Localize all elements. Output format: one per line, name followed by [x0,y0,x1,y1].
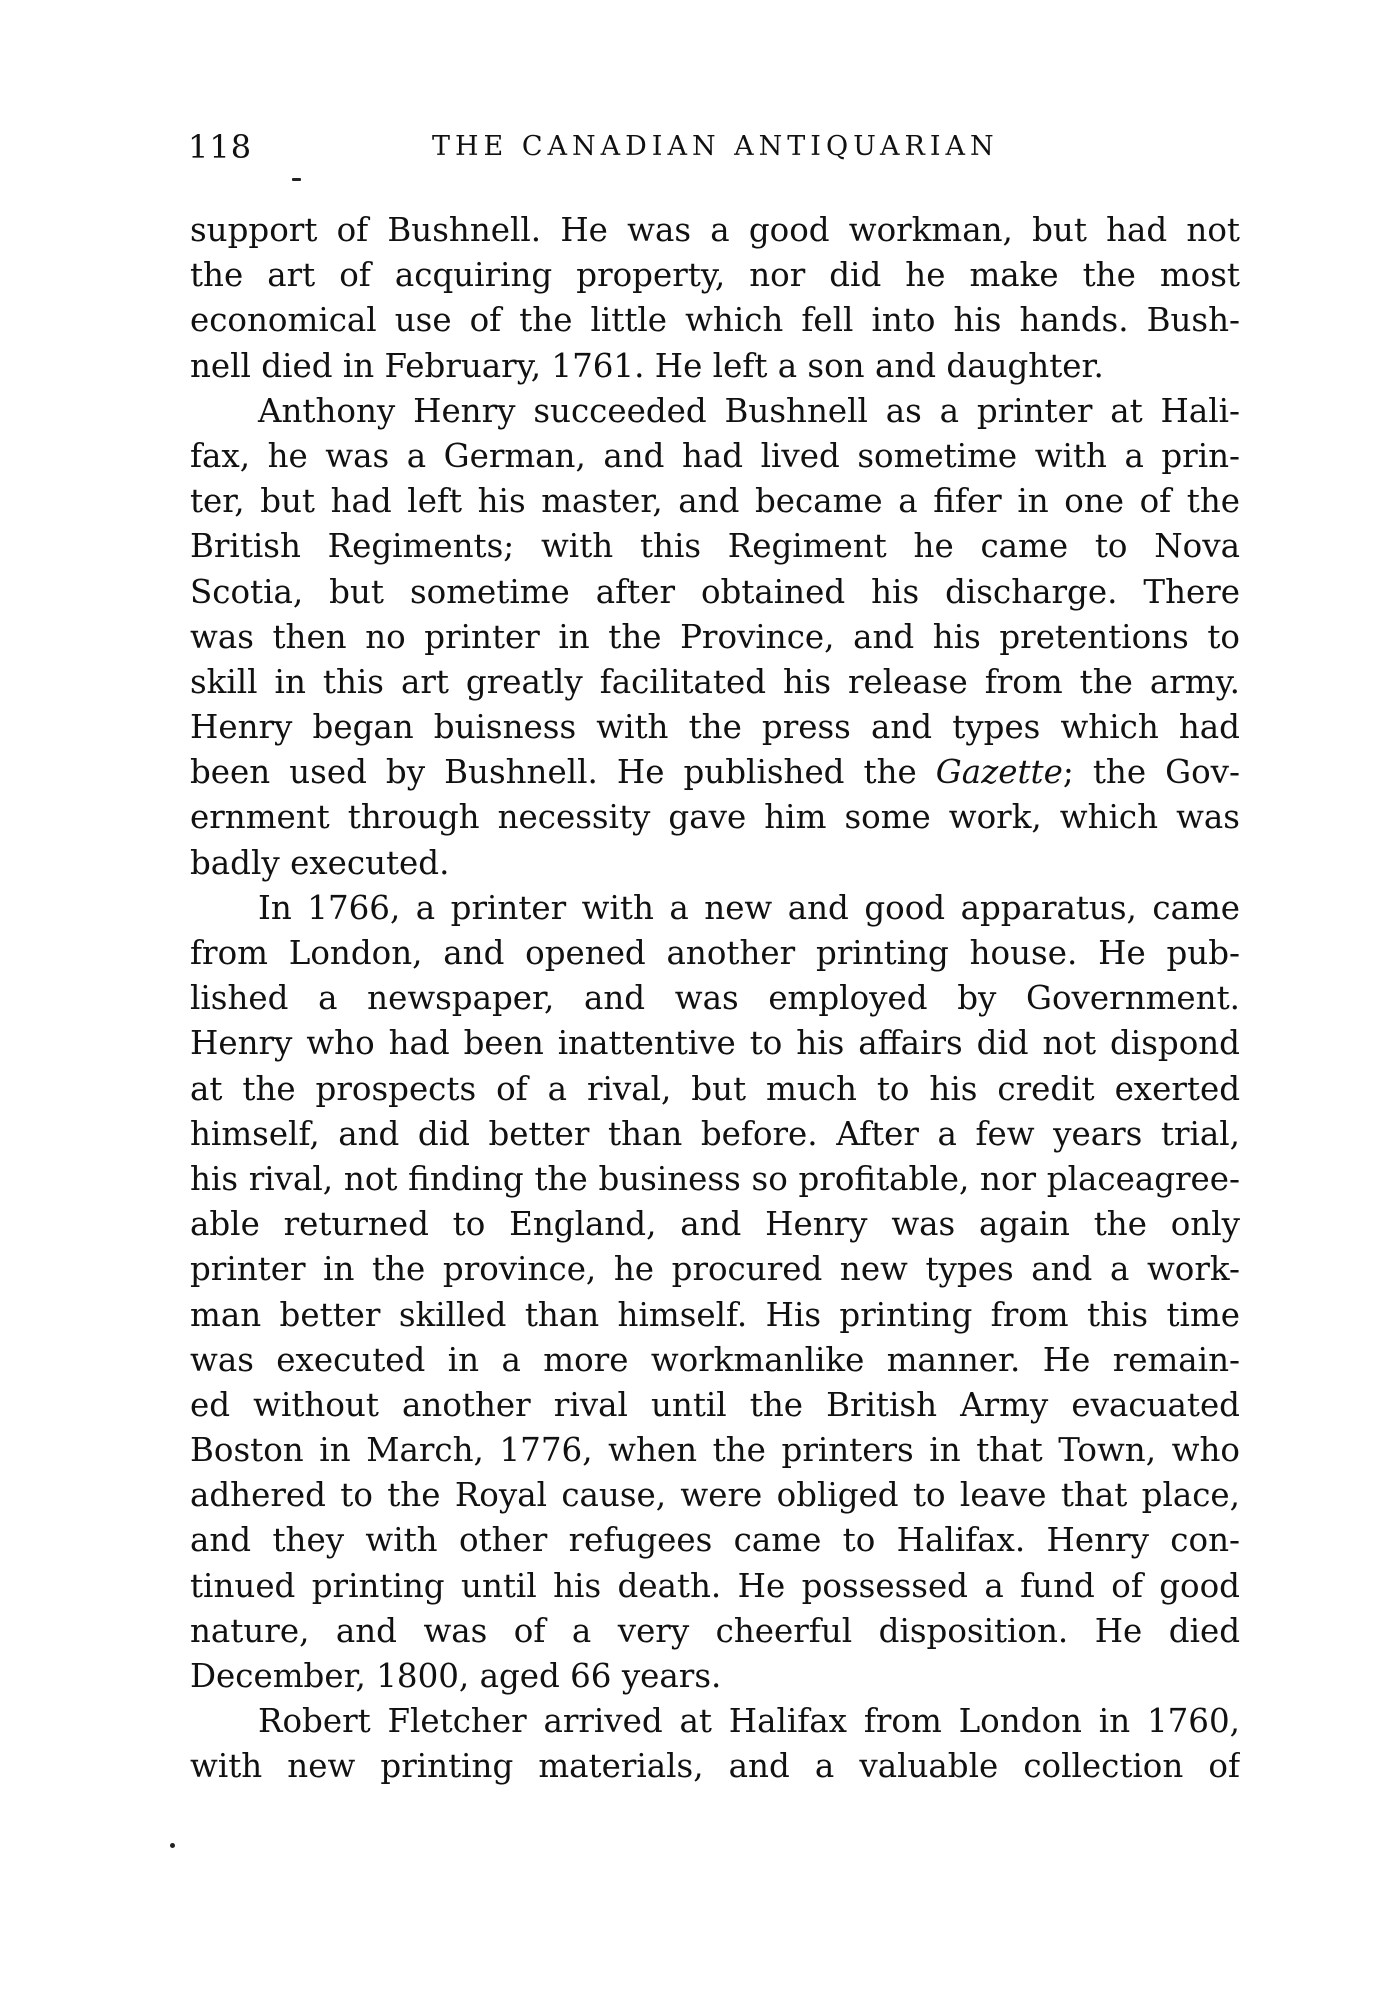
text-line: Anthony Henry succeeded Bushnell as a printer at Hali- [258,391,1240,430]
text-line: from London, and opened another printing house. He pub- [190,934,1240,972]
text-line: tinued printing until his death. He possessed a fund of good [190,1566,1240,1605]
text-line: Scotia, but sometime after obtained his discharge. There [190,572,1240,611]
text-line: was then no printer in the Province, and his pretentions to [190,617,1240,656]
text-line: lished a newspaper, and was employed by Government. [190,979,1240,1018]
text-line: man better skilled than himself. His printing from this time [190,1295,1240,1334]
page-number: 118 [188,128,253,166]
text-line: himself, and did better than before. After a few years trial, [190,1114,1240,1153]
text-line: at the prospects of a rival, but much to his credit exerted [190,1069,1240,1108]
text-line: skill in this art greatly facilitated his release from the army. [190,662,1240,701]
newspaper-title: Gazette [935,753,1063,792]
text-line: printer in the province, he procured new types and a work- [190,1250,1240,1289]
stray-ink-dot [170,1843,175,1848]
text-line: adhered to the Royal cause, were obliged to leave that place, [190,1476,1240,1515]
running-head: THE CANADIAN ANTIQUARIAN [432,131,999,162]
text-line: support of Bushnell. He was a good workman, but had not [190,211,1240,249]
text-line: was executed in a more workmanlike manner. He remain- [190,1340,1240,1379]
text-line: able returned to England, and Henry was again the only [190,1205,1240,1244]
text-line: ed without another rival until the British Army evacuated [190,1385,1240,1424]
text-line: economical use of the little which fell into his hands. Bush- [190,301,1240,340]
text-line: Henry who had been inattentive to his affairs did not dispond [190,1024,1240,1063]
text-line: fax, he was a German, and had lived sometime with a prin- [190,436,1240,475]
text-line: the art of acquiring property, nor did he make the most [190,256,1240,295]
text-line: ter, but had left his master, and became a fifer in one of the [190,482,1240,521]
text-line: British Regiments; with this Regiment he came to Nova [190,527,1240,566]
body-text [190,208,1240,1790]
text-line: ernment through necessity gave him some work, which was [190,798,1240,837]
text-line: been used by Bushnell. He published the Gazette; the Gov- [190,753,1240,792]
stray-ink-mark [292,178,301,181]
text-line: Henry began buisness with the press and types which had [190,708,1240,747]
text-line: and they with other refugees came to Halifax. Henry con- [190,1521,1240,1560]
page-header [188,128,1238,178]
text-line: December, 1800, aged 66 years. [190,1657,722,1695]
text-line: In 1766, a printer with a new and good apparatus, came [258,888,1240,927]
text-line: badly executed. [190,843,450,882]
text-line: nell died in February, 1761. He left a son and daughter. [190,346,1104,385]
text-line: his rival, not finding the business so profitable, nor placeagree- [190,1159,1240,1198]
text-line: nature, and was of a very cheerful disposition. He died [190,1611,1240,1650]
text-line: Robert Fletcher arrived at Halifax from London in 1760, [258,1702,1240,1741]
text-line: Boston in March, 1776, when the printers in that Town, who [190,1431,1240,1470]
text-line: with new printing materials, and a valuable collection of [190,1747,1240,1786]
